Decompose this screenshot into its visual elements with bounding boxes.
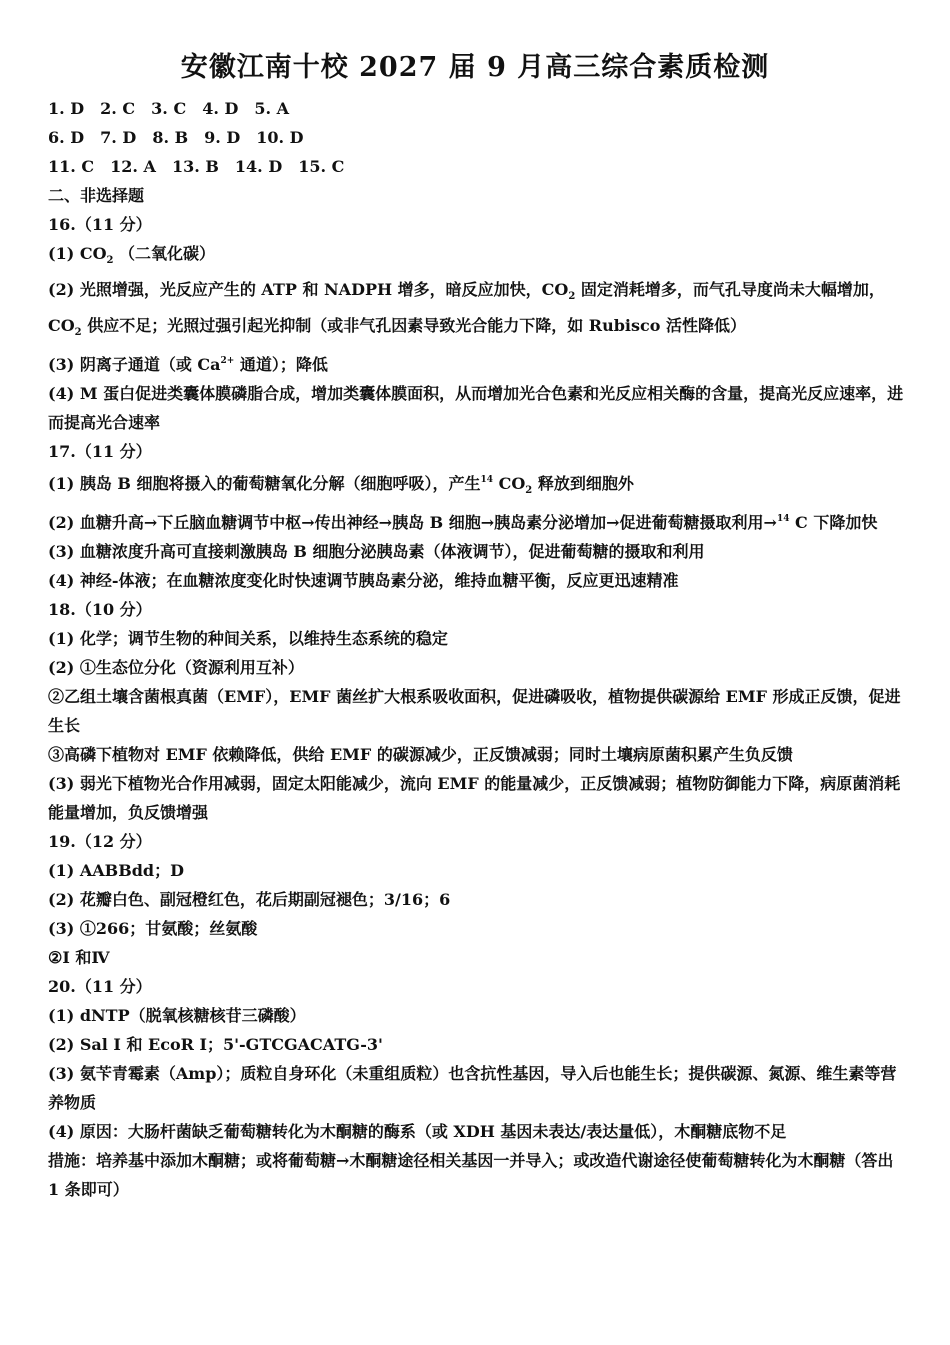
q19-answer-2: (2) 花瓣白色、副冠橙红色，花后期副冠褪色；3/16；6: [48, 890, 451, 909]
choice-answer: 1. D: [48, 99, 85, 118]
page-title: 安徽江南十校 2027 届 9 月高三综合素质检测: [180, 52, 770, 83]
q19-answer-3b: ②Ⅰ 和Ⅳ: [48, 948, 110, 967]
q20-answer-2: (2) Sal Ⅰ 和 EcoR Ⅰ；5'-GTCGACATG-3': [48, 1035, 383, 1054]
choice-answers-row-2: [48, 123, 904, 152]
q18-answer-1: (1) 化学；调节生物的种间关系，以维持生态系统的稳定: [48, 629, 448, 648]
question-18-heading: 18.（10 分）: [48, 600, 152, 619]
choice-answer: 8. B: [152, 128, 189, 147]
choice-answer: 12. A: [110, 157, 156, 176]
choice-answer: 14. D: [234, 157, 283, 176]
q18-answer-2b: ②乙组土壤含菌根真菌（EMF），EMF 菌丝扩大根系吸收面积，促进磷吸收，植物提供碳源给 EMF 形成正反馈，促进生长: [48, 687, 901, 735]
q19-answer-3: (3) ①266；甘氨酸；丝氨酸: [48, 919, 258, 938]
choice-answer: 2. C: [100, 99, 136, 118]
q20-answer-4: (4) 原因：大肠杆菌缺乏葡萄糖转化为木酮糖的酶系（或 XDH 基因未表达/表达量低），木酮糖底物不足: [48, 1122, 787, 1141]
answer-body: [48, 94, 904, 1204]
choice-answer: 6. D: [48, 128, 85, 147]
question-19-heading: 19.（12 分）: [48, 832, 152, 851]
q17-answer-4: (4) 神经-体液；在血糖浓度变化时快速调节胰岛素分泌，维持血糖平衡，反应更迅速精准: [48, 571, 679, 590]
question-16-heading: 16.（11 分）: [48, 215, 152, 234]
q20-answer-4b: 措施：培养基中添加木酮糖；或将葡萄糖→木酮糖途径相关基因一并导入；或改造代谢途径使葡萄糖转化为木酮糖（答出 1 条即可）: [48, 1151, 894, 1199]
q17-answer-3: (3) 血糖浓度升高可直接刺激胰岛 B 细胞分泌胰岛素（体液调节），促进葡萄糖的摄取和利用: [48, 542, 705, 561]
choice-answer: 7. D: [100, 128, 137, 147]
q19-answer-1: (1) AABBdd；D: [48, 861, 184, 880]
section-heading: 二、非选择题: [48, 186, 145, 205]
question-20-heading: 20.（11 分）: [48, 977, 152, 996]
choice-answer: 15. C: [298, 157, 345, 176]
q17-answer-1: (1) 胰岛 B 细胞将摄入的葡萄糖氧化分解（细胞呼吸），产生$^{14}$ $CO_2$ 释放到细胞外: [48, 474, 634, 496]
choice-answer: 9. D: [204, 128, 241, 147]
choice-answer: 13. B: [171, 157, 219, 176]
q20-answer-1: (1) dNTP（脱氧核糖核苷三磷酸）: [48, 1006, 306, 1025]
q16-answer-3: (3) 阴离子通道（或 $Ca^{2+}$ 通道）；降低: [48, 355, 328, 374]
choice-answer: 4. D: [202, 99, 239, 118]
q18-answer-3: (3) 弱光下植物光合作用减弱，固定太阳能减少，流向 EMF 的能量减少，正反馈减弱；植物防御能力下降，病原菌消耗能量增加，负反馈增强: [48, 774, 901, 822]
q18-answer-2: (2) ①生态位分化（资源利用互补）: [48, 658, 304, 677]
choice-answer: 3. C: [151, 99, 187, 118]
q18-answer-2c: ③高磷下植物对 EMF 依赖降低，供给 EMF 的碳源减少，正反馈减弱；同时土壤病原菌积累产生负反馈: [48, 745, 793, 764]
choice-answer: 5. A: [254, 99, 290, 118]
q17-answer-2: (2) 血糖升高→下丘脑血糖调节中枢→传出神经→胰岛 B 细胞→胰岛素分泌增加→促进葡萄糖摄取利用→$^{14}$ C 下降加快: [48, 513, 878, 532]
choice-answers-row-3: [48, 152, 904, 181]
q16-answer-1: (1) $CO_2$ （二氧化碳）: [48, 244, 216, 266]
choice-answers-row-1: [48, 94, 904, 123]
q16-answer-4: (4) M 蛋白促进类囊体膜磷脂合成，增加类囊体膜面积，从而增加光合色素和光反应相关酶的含量，提高光反应速率，进而提高光合速率: [48, 384, 904, 432]
q20-answer-3: (3) 氨苄青霉素（Amp）；质粒自身环化（未重组质粒）也含抗性基因，导入后也能生长；提供碳源、氮源、维生素等营养物质: [48, 1064, 897, 1112]
choice-answer: 10. D: [256, 128, 304, 147]
question-17-heading: 17.（11 分）: [48, 442, 152, 461]
q16-answer-2: (2) 光照增强，光反应产生的 ATP 和 NADPH 增多，暗反应加快，$CO_2$ 固定消耗增多，而气孔导度尚未大幅增加，$CO_2$ 供应不足；光照过强引起光抑制（或非气孔因素导致光合能力下降，如 Rubisco 活性降低）: [48, 280, 885, 338]
choice-answer: 11. C: [48, 157, 95, 176]
